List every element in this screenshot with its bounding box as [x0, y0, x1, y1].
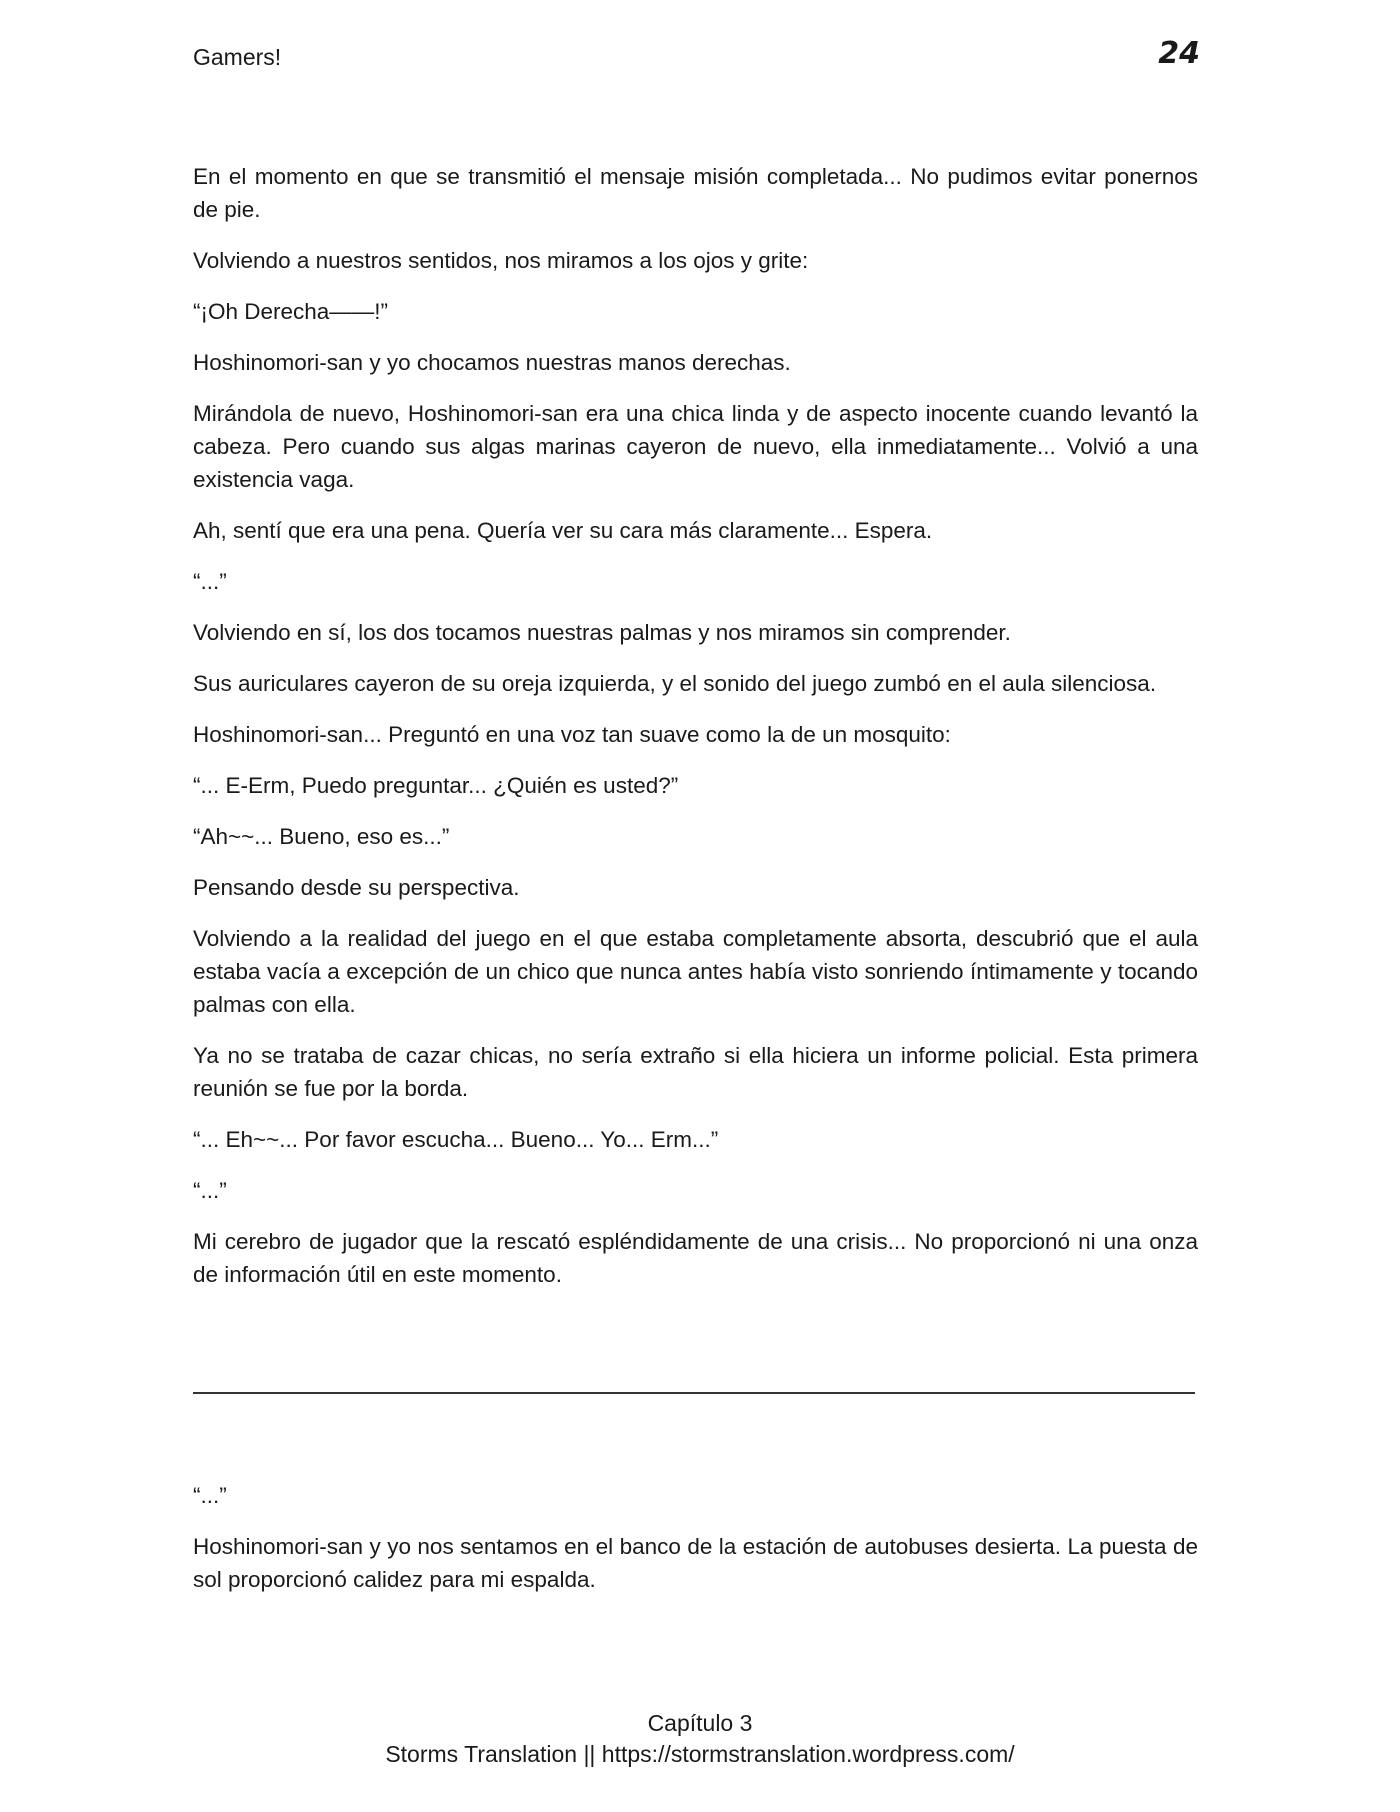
translation-credit: Storms Translation || https://stormstranslation.wordpress.com/	[385, 1741, 1015, 1767]
paragraph: “¡Oh Derecha——!”	[193, 299, 389, 324]
paragraph: Ya no se trataba de cazar chicas, no sería extraño si ella hiciera un informe policial. Esta primera reunión se fue por la borda.	[193, 1043, 1198, 1101]
paragraph: En el momento en que se transmitió el mensaje misión completada... No pudimos evitar ponernos de pie.	[193, 164, 1198, 222]
paragraph: “... E-Erm, Puedo preguntar... ¿Quién es usted?”	[193, 773, 679, 798]
paragraph: Pensando desde su perspectiva.	[193, 875, 520, 900]
paragraph: “... Eh~~... Por favor escucha... Bueno... Yo... Erm...”	[193, 1127, 719, 1152]
paragraph: Hoshinomori-san y yo chocamos nuestras manos derechas.	[193, 350, 791, 375]
body-text-continued	[193, 1479, 1198, 1614]
page-footer	[0, 1708, 1400, 1770]
paragraph: Hoshinomori-san... Preguntó en una voz tan suave como la de un mosquito:	[193, 722, 951, 747]
paragraph: “...”	[193, 569, 227, 594]
paragraph: Hoshinomori-san y yo nos sentamos en el banco de la estación de autobuses desierta. La puesta de sol proporcionó calidez para mi espalda.	[193, 1534, 1198, 1592]
section-divider	[193, 1392, 1195, 1394]
paragraph: Ah, sentí que era una pena. Quería ver su cara más claramente... Espera.	[193, 518, 933, 543]
paragraph: “...”	[193, 1178, 227, 1203]
paragraph: Volviendo en sí, los dos tocamos nuestras palmas y nos miramos sin comprender.	[193, 620, 1011, 645]
paragraph: Mi cerebro de jugador que la rescató espléndidamente de una crisis... No proporcionó ni una onza de información útil en este momento.	[193, 1229, 1198, 1287]
paragraph: Mirándola de nuevo, Hoshinomori-san era una chica linda y de aspecto inocente cuando levantó la cabeza. Pero cuando sus algas marinas cayeron de nuevo, ella inmediatamente... Volvió a una existencia vaga.	[193, 401, 1198, 492]
body-text	[193, 160, 1198, 1309]
paragraph: Volviendo a nuestros sentidos, nos miramos a los ojos y grite:	[193, 248, 809, 273]
paragraph: “...”	[193, 1483, 227, 1508]
chapter-label: Capítulo 3	[647, 1710, 753, 1736]
paragraph: Sus auriculares cayeron de su oreja izquierda, y el sonido del juego zumbó en el aula silenciosa.	[193, 671, 1157, 696]
paragraph: “Ah~~... Bueno, eso es...”	[193, 824, 450, 849]
page-number: 24	[1158, 36, 1200, 71]
paragraph: Volviendo a la realidad del juego en el que estaba completamente absorta, descubrió que el aula estaba vacía a excepción de un chico que nunca antes había visto sonriendo íntimamente y tocando palmas con ella.	[193, 926, 1198, 1017]
book-title: Gamers!	[193, 44, 282, 70]
